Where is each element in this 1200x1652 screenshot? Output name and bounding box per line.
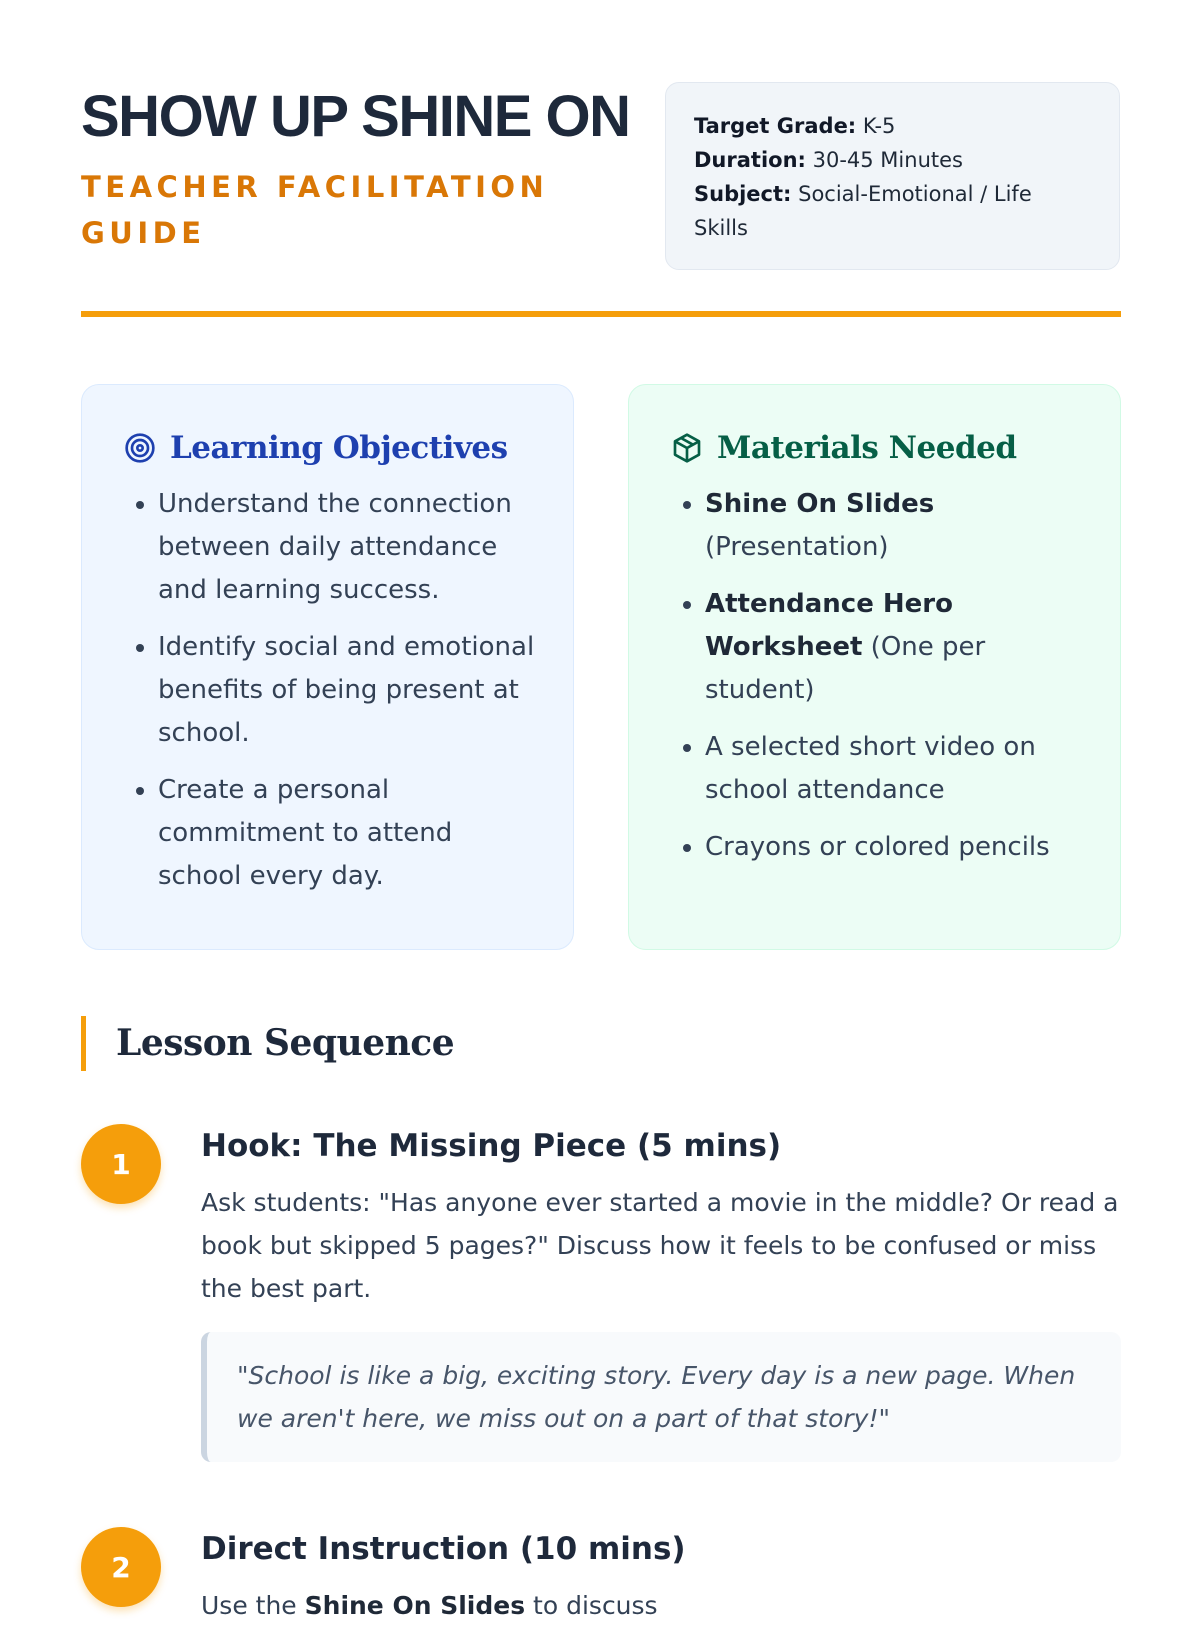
list-item: • Identify social and emotional benefits of being present at school. bbox=[158, 626, 537, 755]
list-item bbox=[705, 826, 1084, 869]
objectives-list bbox=[124, 483, 537, 898]
step-quote: "School is like a big, exciting story. Every day is a new page. When we aren't here, we miss out on a part of that story!" bbox=[201, 1332, 1121, 1462]
lesson-sequence-heading: Lesson Sequence bbox=[81, 1016, 454, 1071]
list-item bbox=[705, 583, 1084, 712]
step-description-bold: Shine On Slides bbox=[304, 1591, 526, 1620]
material-note: (One per student) bbox=[705, 632, 986, 705]
learning-objectives-card bbox=[81, 384, 574, 950]
material-note: Crayons or colored pencils bbox=[705, 832, 1050, 862]
meta-duration bbox=[694, 143, 1091, 177]
step-description bbox=[201, 1584, 1121, 1627]
list-item bbox=[705, 483, 1084, 569]
materials-title: Materials Needed bbox=[717, 430, 1017, 466]
list-item bbox=[705, 726, 1084, 812]
guide-header bbox=[81, 82, 1121, 312]
materials-needed-card bbox=[628, 384, 1121, 950]
material-note: (Presentation) bbox=[705, 532, 889, 562]
list-item: • Understand the connection between daily attendance and learning success. bbox=[158, 483, 537, 612]
meta-subject bbox=[694, 177, 1091, 245]
step-description: Ask students: "Has anyone ever started a movie in the middle? Or read a book but skipped 5 pages?" Discuss how it feels to be confused or miss the best part. bbox=[201, 1188, 1119, 1303]
meta-duration-label: Duration: bbox=[694, 148, 806, 172]
package-icon bbox=[671, 432, 703, 464]
step-description-suffix: to discuss bbox=[525, 1591, 658, 1620]
material-name: Attendance Hero Worksheet bbox=[705, 589, 953, 662]
meta-subject-value: Social-Emotional / Life Skills bbox=[694, 182, 1032, 240]
material-name: Shine On Slides bbox=[705, 489, 935, 519]
target-icon bbox=[124, 432, 156, 464]
step-body bbox=[201, 1527, 1121, 1652]
meta-duration-value: 30-45 Minutes bbox=[812, 148, 963, 172]
step-description-prefix: Use the bbox=[201, 1591, 305, 1620]
meta-grade-value: K-5 bbox=[862, 114, 896, 138]
meta-subject-label: Subject: bbox=[694, 182, 792, 206]
step-number-badge: 2 bbox=[81, 1527, 161, 1607]
step-body bbox=[201, 1124, 1121, 1462]
meta-grade-label: Target Grade: bbox=[694, 114, 857, 138]
objectives-header bbox=[124, 427, 537, 469]
step-title: Hook: The Missing Piece (5 mins) bbox=[201, 1128, 782, 1164]
meta-grade bbox=[694, 109, 1091, 143]
step-number-badge: 1 bbox=[81, 1124, 161, 1204]
material-note: A selected short video on school attendance bbox=[705, 732, 1036, 805]
objectives-title: Learning Objectives bbox=[170, 430, 508, 466]
list-item: • Create a personal commitment to attend school every day. bbox=[158, 769, 537, 898]
materials-header bbox=[671, 427, 1084, 469]
step-title: Direct Instruction (10 mins) bbox=[201, 1531, 686, 1567]
materials-list bbox=[671, 483, 1084, 869]
lesson-meta-box bbox=[665, 82, 1120, 270]
page-title: SHOW UP SHINE ON bbox=[81, 84, 630, 149]
header-divider bbox=[81, 311, 1121, 317]
page-subtitle: TEACHER FACILITATION GUIDE bbox=[81, 170, 549, 250]
